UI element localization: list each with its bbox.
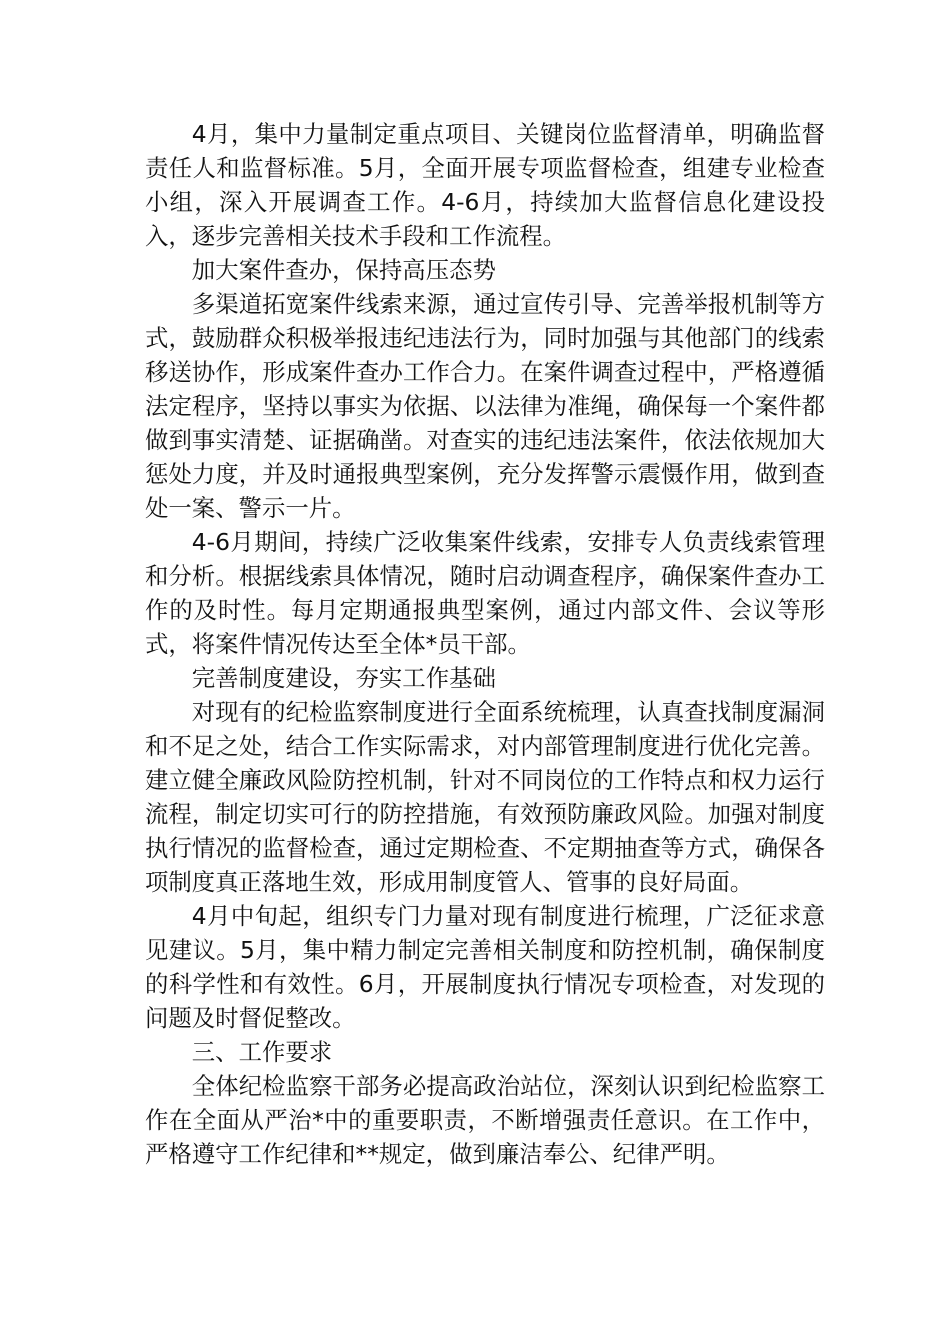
paragraph-system-review: 对现有的纪检监察制度进行全面系统梳理，认真查找制度漏洞和不足之处，结合工作实际需求，对内部管理制度进行优化完善。建立健全廉政风险防控机制，针对不同岗位的工作特点和权力运行流程，制定切实可行的防控措施，有效预防廉政风险。加强对制度执行情况的监督检查，通过定期检查、不定期抽查等方式，确保各项制度真正落地生效，形成用制度管人、管事的良好局面。 [145, 698, 825, 896]
section-heading-work-requirements: 三、工作要求 [191, 1038, 333, 1066]
paragraph-case-sources: 多渠道拓宽案件线索来源，通过宣传引导、完善举报机制等方式，鼓励群众积极举报违纪违法行为，同时加强与其他部门的线索移送协作，形成案件查办工作合力。在案件调查过程中，严格遵循法定程序，坚持以事实为依据、以法律为准绳，确保每一个案件都做到事实清楚、证据确凿。对查实的违纪违法案件，依法依规加大惩处力度，并及时通报典型案例，充分发挥警示震慑作用，做到查处一案、警示一片。 [145, 290, 825, 522]
paragraph-april-june-cases: 4-6月期间，持续广泛收集案件线索，安排专人负责线索管理和分析。根据线索具体情况，随时启动调查程序，确保案件查办工作的及时性。每月定期通报典型案例，通过内部文件、会议等形式，将案件情况传达至全体*员干部。 [145, 528, 825, 658]
section-heading-system-building: 完善制度建设，夯实工作基础 [191, 664, 496, 692]
paragraph-april-supervision: 4月，集中力量制定重点项目、关键岗位监督清单，明确监督责任人和监督标准。5月，全面开展专项监督检查，组建专业检查小组，深入开展调查工作。4-6月，持续加大监督信息化建设投入，逐步完善相关技术手段和工作流程。 [145, 120, 825, 250]
paragraph-cadre-requirements: 全体纪检监察干部务必提高政治站位，深刻认识到纪检监察工作在全面从严治*中的重要职责，不断增强责任意识。在工作中，严格遵守工作纪律和**规定，做到廉洁奉公、纪律严明。 [145, 1072, 825, 1168]
paragraph-mid-april-schedule: 4月中旬起，组织专门力量对现有制度进行梳理，广泛征求意见建议。5月，集中精力制定完善相关制度和防控机制，确保制度的科学性和有效性。6月，开展制度执行情况专项检查，对发现的问题及时督促整改。 [145, 902, 825, 1032]
section-heading-case-investigation: 加大案件查办，保持高压态势 [191, 256, 496, 284]
document-page [145, 117, 825, 1171]
